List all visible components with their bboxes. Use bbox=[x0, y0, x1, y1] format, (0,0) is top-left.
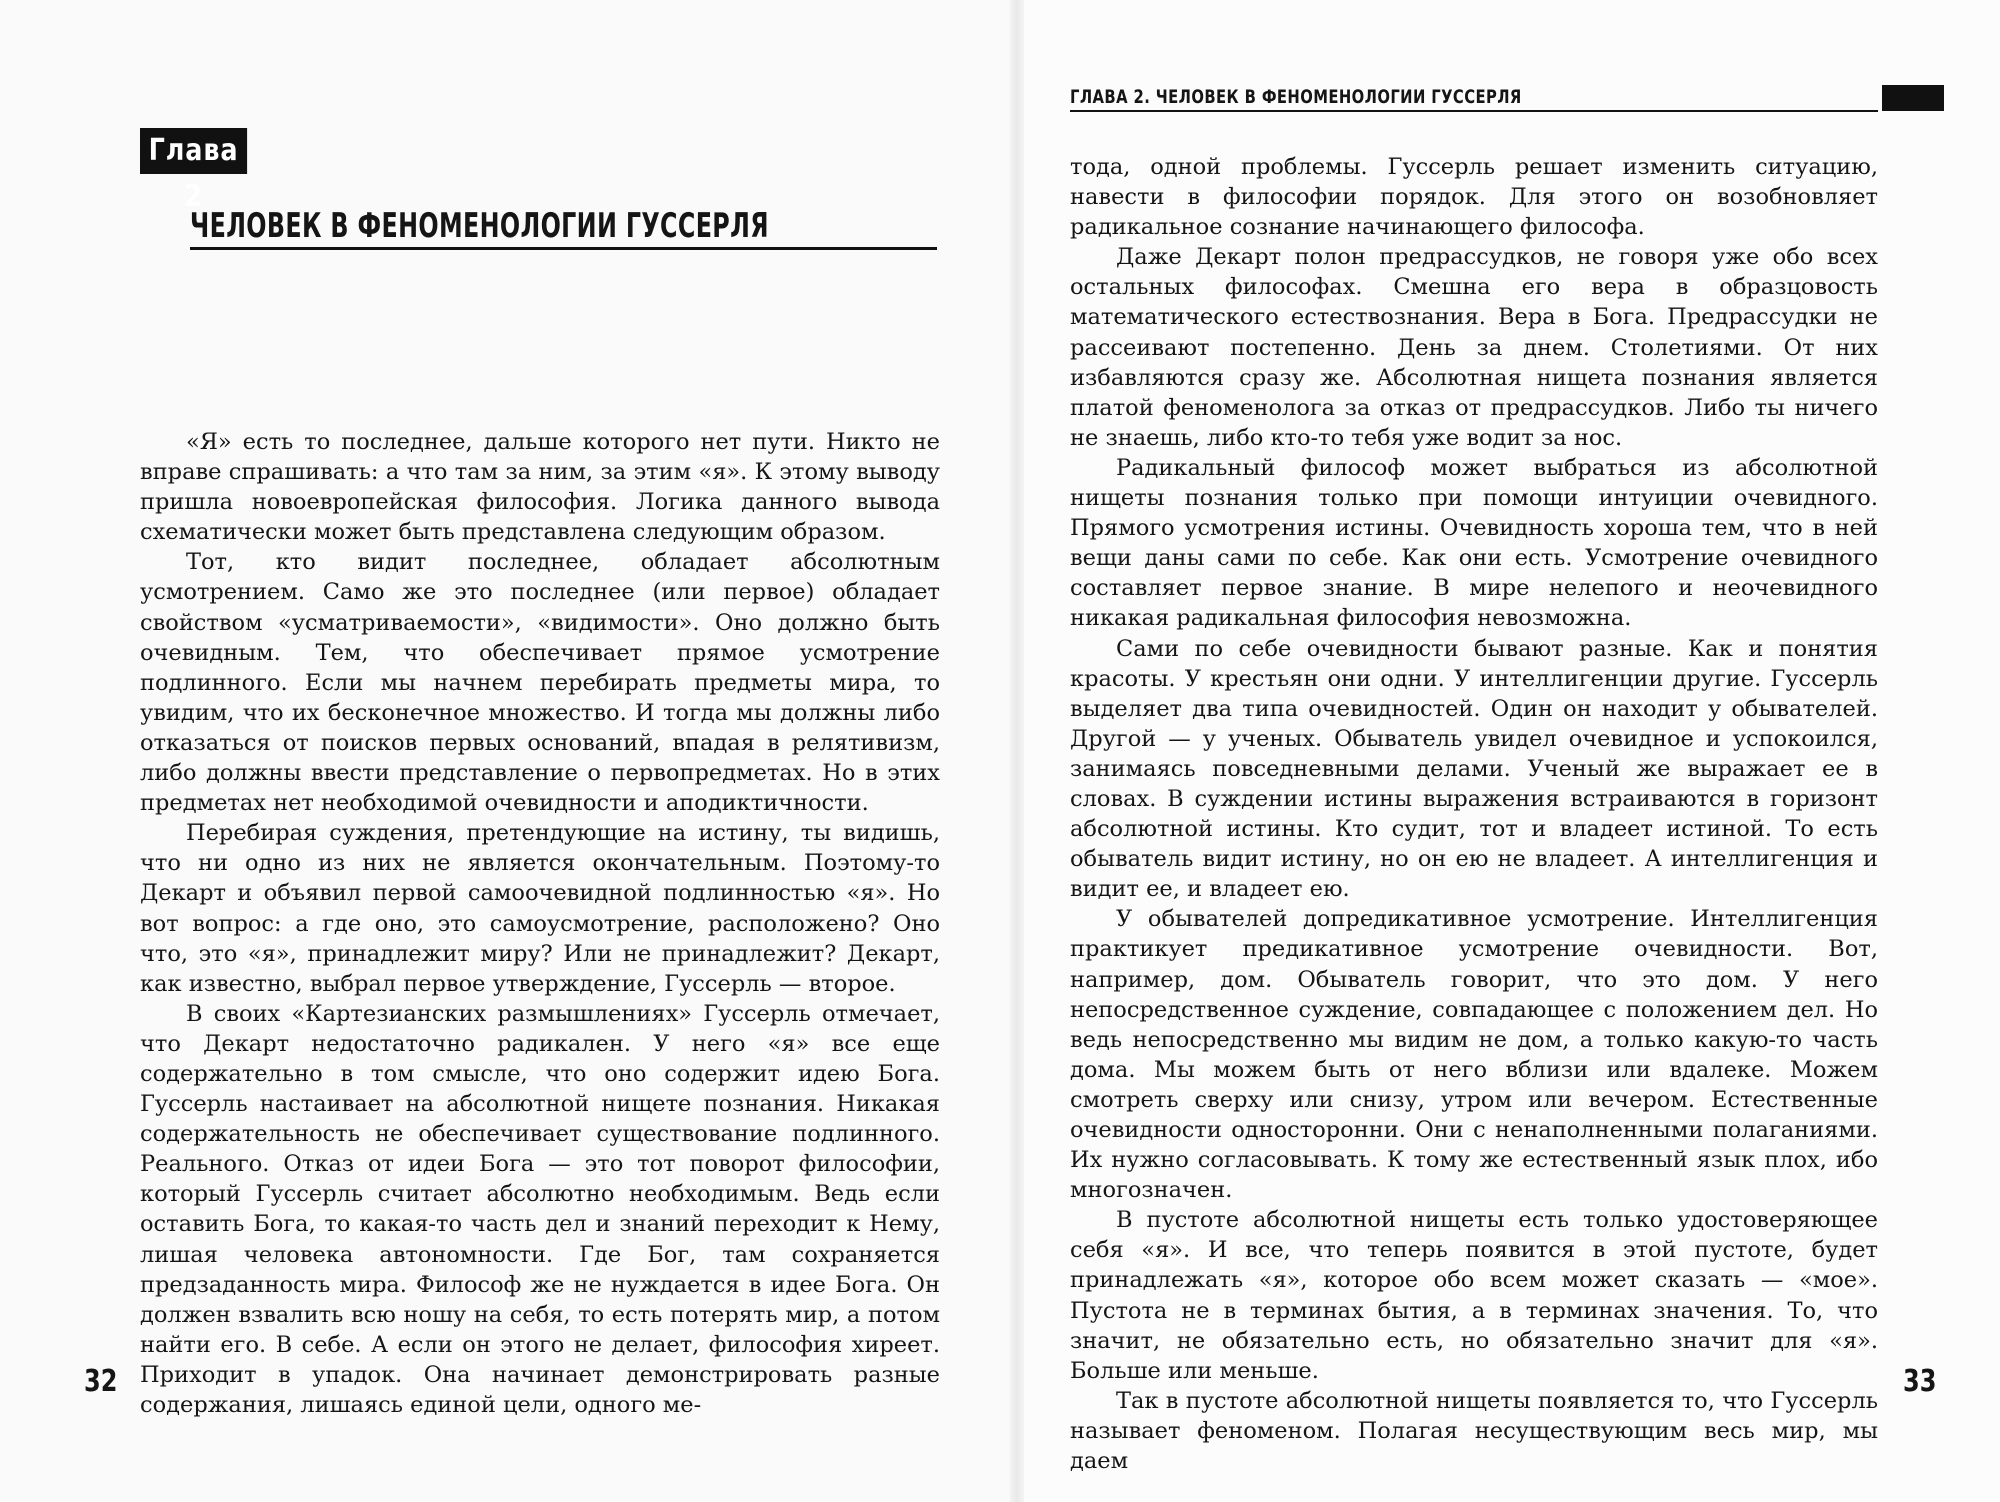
paragraph: В своих «Картезианских размышлениях» Гуссерль отмечает, что Декарт недостаточно радикален. У него «я» все еще содержательно в том смысле, что оно содержит идею Бога. Гуссерль настаивает на абсолютной нищете познания. Никакая содержательность не обеспечивает существование подлинного. Реального. Отказ от идеи Бога — это тот поворот философии, который Гуссерль считает абсолютно необходимым. Ведь если оставить Бога, то какая-то часть дел и знаний переходит к Нему, лишая человека автономности. Где Бог, там сохраняется предзаданность мира. Философ же не нуждается в идее Бога. Он должен взвалить всю ношу на себя, то есть потерять мир, а потом найти его. В себе. А если он этого не делает, философия хиреет. Приходит в упадок. Она начинает демонстрировать разные содержания, лишаясь единой цели, одного ме- bbox=[140, 1000, 940, 1418]
chapter-title-text: ЧЕЛОВЕК В ФЕНОМЕНОЛОГИИ ГУССЕРЛЯ bbox=[190, 206, 769, 246]
running-head-bar bbox=[1882, 85, 1944, 111]
paragraph: У обывателей допредикативное усмотрение. Интеллигенция практикует предикативное усмотрение очевидности. Вот, например, дом. Обыватель говорит, что это дом. У него непосредственное суждение, совпадающее с положением дел. Но ведь непосредственно мы видим не дом, а только какую-то часть дома. Мы можем быть от него вблизи или вдалеке. Можем смотреть сверху или снизу, утром или вечером. Естественные очевидности односторонни. Они с ненаполненными полаганиями. Их нужно согласовывать. К тому же естественный язык плох, ибо многозначен. bbox=[1070, 906, 1878, 1204]
paragraph: В пустоте абсолютной нищеты есть только удостоверяющее себя «я». И все, что теперь появится в этой пустоте, будет принадлежать «я», которое обо всем может сказать — «мое». Пустота не в терминах бытия, а в терминах значения. То, что значит, не обязательно есть, но обязательно значит для «я». Больше или меньше. bbox=[1070, 1207, 1878, 1384]
paragraph: Так в пустоте абсолютной нищеты появляется то, что Гуссерль называет феноменом. Полагая несуществующим весь мир, мы даем bbox=[1070, 1387, 1878, 1475]
paragraph-continuation: тода, одной проблемы. Гуссерль решает изменить ситуацию, навести в философии порядок. Для этого он возобновляет радикальное сознание начинающего философа. bbox=[1070, 154, 1878, 241]
page-number-right-text: 33 bbox=[1903, 1364, 1937, 1399]
running-head-rule bbox=[1070, 110, 1878, 112]
page-number-left bbox=[84, 1364, 126, 1399]
title-underline bbox=[190, 247, 937, 250]
chapter-title bbox=[190, 208, 935, 244]
running-head bbox=[1070, 86, 1649, 108]
paragraph: Перебирая суждения, претендующие на истину, ты видишь, что ни одно из них не является окончательным. Поэтому-то Декарт и объявил первой самоочевидной подлинностью «я». Но вот вопрос: а где оно, это самоусмотрение, расположено? Оно что, это «я», принадлежит миру? Или не принадлежит? Декарт, как известно, выбрал первое утверждение, Гуссерль — второе. bbox=[140, 820, 940, 997]
book-gutter bbox=[1010, 0, 1024, 1502]
paragraph: Тот, кто видит последнее, обладает абсолютным усмотрением. Само же это последнее (или первое) обладает свойством «усматриваемости», «видимости». Оно должно быть очевидным. Тем, что обеспечивает прямое усмотрение подлинного. Если мы начнем перебирать предметы мира, то увидим, что их бесконечное множество. И тогда мы должны либо отказаться от поисков первых оснований, впадая в релятивизм, либо должны ввести представление о первопредметах. Но в этих предметах нет необходимой очевидности и аподиктичности. bbox=[140, 549, 940, 817]
chapter-label: Глава 2 bbox=[140, 128, 247, 174]
running-head-text: ГЛАВА 2. ЧЕЛОВЕК В ФЕНОМЕНОЛОГИИ ГУССЕРЛЯ bbox=[1070, 86, 1522, 108]
page-number-right bbox=[1903, 1364, 1945, 1399]
paragraph: Даже Декарт полон предрассудков, не говоря уже обо всех остальных философах. Смешна его вера в образцовость математического естествознания. Вера в Бога. Предрассудки не рассеивают постепенно. День за днем. Столетиями. От них избавляются сразу же. Абсолютная нищета познания является платой феноменолога за отказ от предрассудков. Либо ты ничего не знаешь, либо кто-то тебя уже водит за нос. bbox=[1070, 244, 1878, 451]
right-body-text bbox=[1070, 152, 1878, 1476]
page-number-left-text: 32 bbox=[84, 1364, 118, 1399]
paragraph: Сами по себе очевидности бывают разные. Как и понятия красоты. У крестьян они одни. У интеллигенции другие. Гуссерль выделяет два типа очевидностей. Один он находит у обывателей. Другой — у ученых. Обыватель увидел очевидное и успокоился, занимаясь повседневными делами. Ученый же выражает ее в словах. В суждении истины выражения встраиваются в горизонт абсолютной истины. Кто судит, тот и владеет истиной. То есть обыватель видит истину, но он ею не владеет. А интеллигенция и видит ее, и владеет ею. bbox=[1070, 635, 1878, 903]
paragraph: Радикальный философ может выбраться из абсолютной нищеты познания только при помощи интуиции очевидного. Прямого усмотрения истины. Очевидность хороша тем, что в ней вещи даны сами по себе. Как они есть. Усмотрение очевидного составляет первое знание. В мире нелепого и неочевидного никакая радикальная философия невозможна. bbox=[1070, 454, 1878, 632]
left-body-text bbox=[140, 427, 940, 1420]
paragraph: «Я» есть то последнее, дальше которого нет пути. Никто не вправе спрашивать: а что там за ним, за этим «я». К этому выводу пришла новоевропейская философия. Логика данного вывода схематически может быть представлена следующим образом. bbox=[140, 429, 940, 546]
